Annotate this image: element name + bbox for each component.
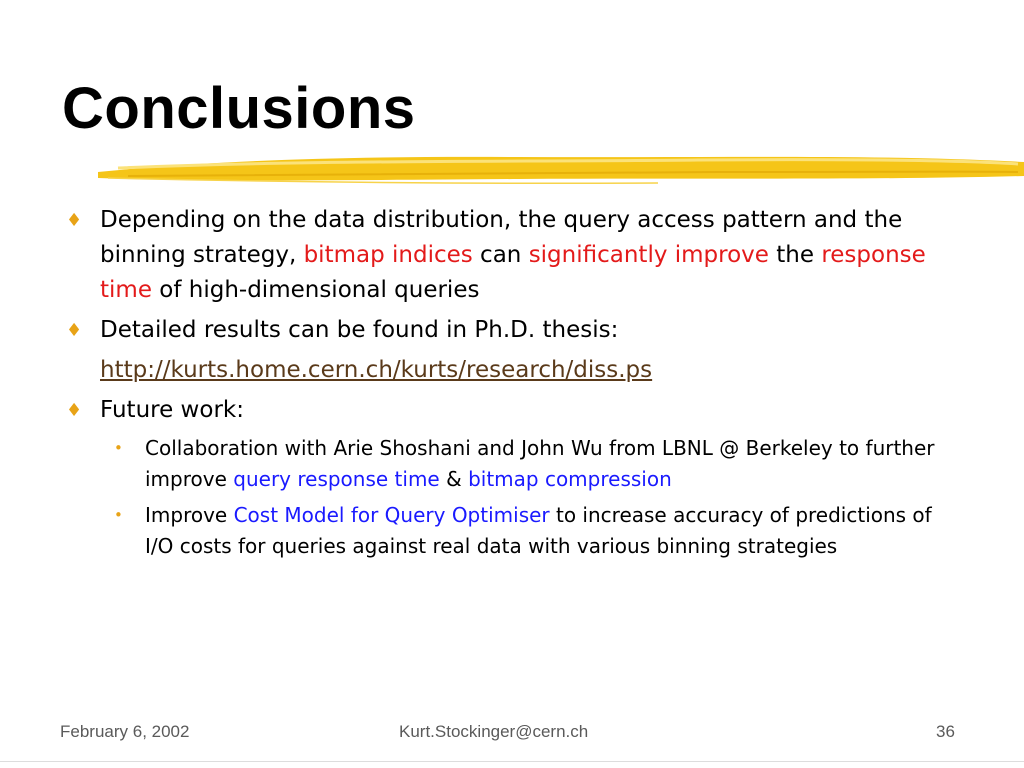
thesis-link[interactable]: http://kurts.home.cern.ch/kurts/research/diss.ps bbox=[100, 357, 653, 383]
sub-bullet-text bbox=[145, 503, 932, 558]
sub-bullet-item bbox=[62, 433, 962, 495]
bullet-text bbox=[100, 207, 926, 303]
diamond-bullet-icon: ♦ bbox=[66, 400, 83, 421]
emphasis-text: bitmap compression bbox=[468, 467, 672, 491]
bullet-text-segment: & bbox=[439, 467, 469, 491]
emphasis-text: significantly improve bbox=[528, 242, 769, 268]
diamond-bullet-icon: ♦ bbox=[66, 210, 83, 231]
bullet-text-segment: the bbox=[768, 242, 822, 268]
bullet-text-segment: Improve bbox=[145, 503, 234, 527]
diamond-bullet-icon: ♦ bbox=[66, 320, 83, 341]
bullet-text-segment: to increase accuracy of predictions of I/O costs for queries against real data with various binning strategies bbox=[145, 503, 932, 558]
slide-number: 36 bbox=[936, 722, 955, 741]
dot-bullet-icon: • bbox=[114, 506, 123, 524]
bullet-text-segment: Collaboration with Arie Shoshani and John Wu from LBNL @ Berkeley to further improve bbox=[145, 436, 935, 491]
footer-divider bbox=[0, 761, 1024, 762]
bullet-text-segment: Depending on the data distribution, the query access pattern and the binning strategy, bbox=[100, 207, 903, 268]
bullet-text: Detailed results can be found in Ph.D. thesis: bbox=[100, 317, 619, 343]
title-underline-brushstroke bbox=[98, 148, 1024, 190]
bullet-item bbox=[62, 203, 962, 308]
bullet-text-segment: can bbox=[472, 242, 529, 268]
slide-body bbox=[62, 203, 962, 567]
footer-date: February 6, 2002 bbox=[60, 722, 190, 741]
bullet-text: Future work: bbox=[100, 397, 244, 423]
dot-bullet-icon: • bbox=[114, 439, 123, 457]
bullet-text-segment: of high-dimensional queries bbox=[151, 277, 480, 303]
sub-bullet-item bbox=[62, 500, 962, 562]
emphasis-text: Cost Model for Query Optimiser bbox=[233, 503, 550, 527]
slide-title: Conclusions bbox=[62, 76, 416, 141]
emphasis-text: query response time bbox=[233, 467, 440, 491]
footer-email: Kurt.Stockinger@cern.ch bbox=[399, 722, 589, 741]
sub-bullet-text bbox=[145, 436, 935, 491]
emphasis-text: response time bbox=[100, 242, 926, 303]
thesis-link-line bbox=[62, 353, 962, 388]
emphasis-text: bitmap indices bbox=[303, 242, 473, 268]
bullet-item bbox=[62, 313, 962, 348]
bullet-item bbox=[62, 393, 962, 428]
